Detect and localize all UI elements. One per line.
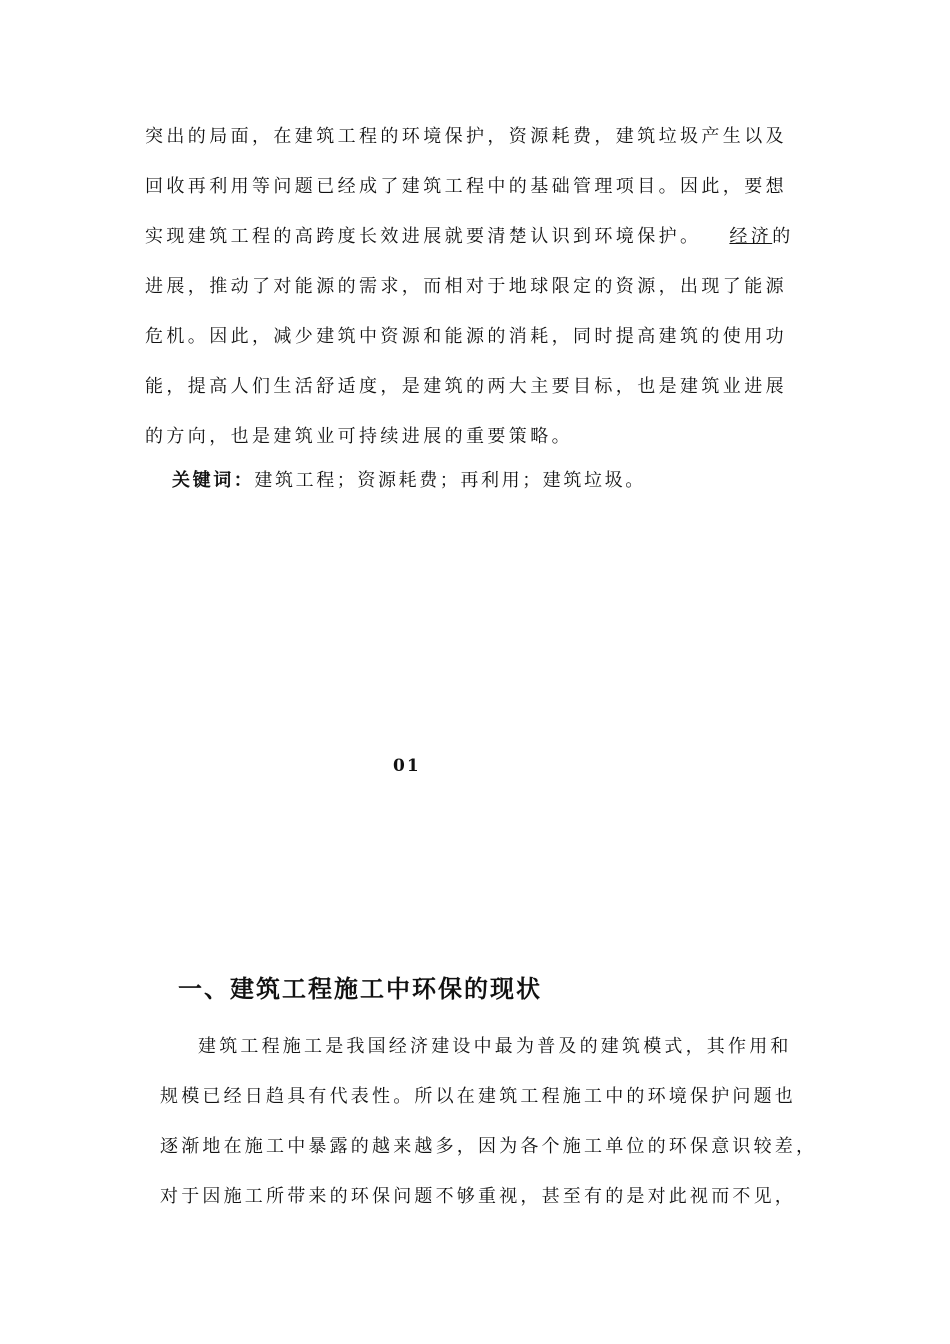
abstract-line-3 (145, 224, 795, 250)
abstract-line-3-text: 实现建筑工程的高跨度长效进展就要清楚认识到环境保护。 (145, 226, 702, 247)
economy-link[interactable]: 经济 (729, 226, 773, 247)
abstract-line-5: 危机。因此，减少建筑中资源和能源的消耗，同时提高建筑的使用功 (145, 326, 787, 347)
abstract-line-4: 进展，推动了对能源的需求，而相对于地球限定的资源，出现了能源 (145, 276, 787, 297)
abstract-line-1: 突出的局面，在建筑工程的环境保护，资源耗费，建筑垃圾产生以及 (145, 126, 787, 147)
abstract-line-7: 的方向，也是建筑业可持续进展的重要策略。 (145, 426, 573, 447)
abstract-line-2: 回收再利用等问题已经成了建筑工程中的基础管理项目。因此，要想 (145, 176, 787, 197)
keywords-text: 建筑工程；资源耗费；再利用；建筑垃圾。 (254, 470, 646, 491)
page-number: 01 (393, 756, 421, 776)
abstract-line-6: 能，提高人们生活舒适度，是建筑的两大主要目标，也是建筑业进展 (145, 376, 787, 397)
section-line-2: 规模已经日趋具有代表性。所以在建筑工程施工中的环境保护问题也 (160, 1086, 796, 1107)
keywords (172, 468, 646, 494)
section-line-1: 建筑工程施工是我国经济建设中最为普及的建筑模式，其作用和 (198, 1036, 792, 1057)
abstract-line-3-tail: 的 (772, 226, 794, 247)
section-line-4: 对于因施工所带来的环保问题不够重视，甚至有的是对此视而不见， (160, 1186, 796, 1207)
keywords-label: 关键词： (172, 470, 255, 491)
section-heading: 一、建筑工程施工中环保的现状 (178, 974, 542, 1003)
section-line-3: 逐渐地在施工中暴露的越来越多，因为各个施工单位的环保意识较差， (160, 1136, 818, 1157)
